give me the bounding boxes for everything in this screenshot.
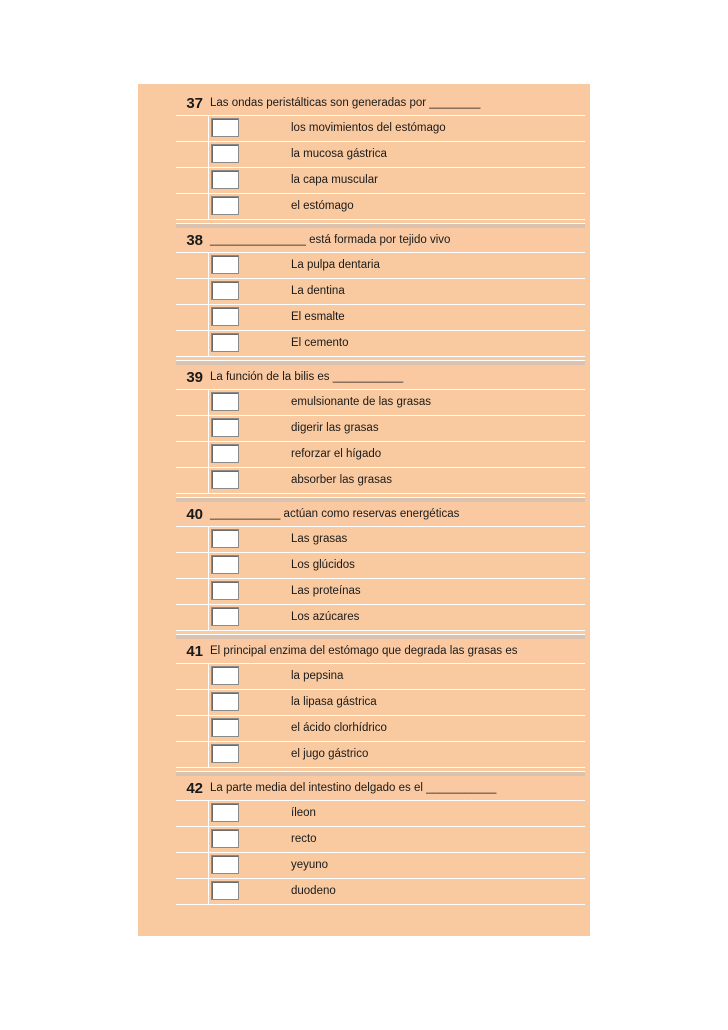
answer-label: Las proteínas bbox=[291, 585, 361, 597]
answer-checkbox[interactable] bbox=[211, 470, 239, 489]
column-divider bbox=[208, 827, 209, 852]
answer-checkbox[interactable] bbox=[211, 666, 239, 685]
answer-label: el jugo gástrico bbox=[291, 748, 369, 760]
column-divider bbox=[208, 742, 209, 767]
answer-label: reforzar el hígado bbox=[291, 448, 382, 460]
answer-option bbox=[176, 527, 585, 553]
quiz-sheet bbox=[138, 84, 590, 936]
column-divider bbox=[208, 253, 209, 278]
answer-option bbox=[176, 853, 585, 879]
answer-checkbox[interactable] bbox=[211, 803, 239, 822]
question-text: ___________ actúan como reservas energéticas bbox=[210, 508, 460, 520]
answer-label: la pepsina bbox=[291, 670, 344, 682]
question-block bbox=[176, 365, 585, 502]
answer-option bbox=[176, 331, 585, 357]
question-number: 39 bbox=[186, 369, 203, 386]
answer-label: yeyuno bbox=[291, 859, 329, 871]
answer-option bbox=[176, 690, 585, 716]
answer-checkbox[interactable] bbox=[211, 333, 239, 352]
answer-option bbox=[176, 801, 585, 827]
answer-label: El cemento bbox=[291, 337, 349, 349]
question-number: 41 bbox=[186, 643, 203, 660]
column-divider bbox=[208, 664, 209, 689]
question-header bbox=[176, 228, 585, 253]
answer-option bbox=[176, 168, 585, 194]
answer-label: El esmalte bbox=[291, 311, 345, 323]
column-divider bbox=[208, 801, 209, 826]
question-list bbox=[176, 91, 585, 913]
question-header bbox=[176, 502, 585, 527]
answer-checkbox[interactable] bbox=[211, 555, 239, 574]
answer-option bbox=[176, 279, 585, 305]
answer-label: la lipasa gástrica bbox=[291, 696, 377, 708]
answer-label: La pulpa dentaria bbox=[291, 259, 380, 271]
answer-label: digerir las grasas bbox=[291, 422, 379, 434]
answer-label: emulsionante de las grasas bbox=[291, 396, 431, 408]
answer-checkbox[interactable] bbox=[211, 581, 239, 600]
answer-checkbox[interactable] bbox=[211, 718, 239, 737]
question-header bbox=[176, 91, 585, 116]
column-divider bbox=[208, 116, 209, 141]
answer-option bbox=[176, 390, 585, 416]
question-block bbox=[176, 502, 585, 639]
question-number: 37 bbox=[186, 95, 203, 112]
answer-option bbox=[176, 605, 585, 631]
answer-checkbox[interactable] bbox=[211, 144, 239, 163]
answer-option bbox=[176, 416, 585, 442]
answer-checkbox[interactable] bbox=[211, 444, 239, 463]
column-divider bbox=[208, 690, 209, 715]
answer-checkbox[interactable] bbox=[211, 855, 239, 874]
column-divider bbox=[208, 879, 209, 904]
column-divider bbox=[208, 853, 209, 878]
answer-checkbox[interactable] bbox=[211, 607, 239, 626]
answer-checkbox[interactable] bbox=[211, 307, 239, 326]
answer-label: Los azúcares bbox=[291, 611, 360, 623]
column-divider bbox=[208, 605, 209, 630]
answer-checkbox[interactable] bbox=[211, 196, 239, 215]
answer-checkbox[interactable] bbox=[211, 744, 239, 763]
column-divider bbox=[208, 331, 209, 356]
question-number: 42 bbox=[186, 780, 203, 797]
question-block bbox=[176, 776, 585, 913]
answer-label: íleon bbox=[291, 807, 316, 819]
column-divider bbox=[208, 390, 209, 415]
answer-label: absorber las grasas bbox=[291, 474, 392, 486]
answer-label: duodeno bbox=[291, 885, 336, 897]
question-text: La función de la bilis es ___________ bbox=[210, 371, 404, 383]
answer-label: el ácido clorhídrico bbox=[291, 722, 387, 734]
answer-checkbox[interactable] bbox=[211, 881, 239, 900]
column-divider bbox=[208, 527, 209, 552]
question-header bbox=[176, 365, 585, 390]
answer-label: Las grasas bbox=[291, 533, 348, 545]
answer-checkbox[interactable] bbox=[211, 170, 239, 189]
question-header bbox=[176, 639, 585, 664]
column-divider bbox=[208, 142, 209, 167]
column-divider bbox=[208, 442, 209, 467]
answer-label: recto bbox=[291, 833, 317, 845]
question-text: _______________ está formada por tejido vivo bbox=[210, 234, 451, 246]
answer-checkbox[interactable] bbox=[211, 281, 239, 300]
column-divider bbox=[208, 553, 209, 578]
column-divider bbox=[208, 168, 209, 193]
answer-label: la mucosa gástrica bbox=[291, 148, 387, 160]
question-number: 38 bbox=[186, 232, 203, 249]
answer-option bbox=[176, 716, 585, 742]
answer-checkbox[interactable] bbox=[211, 255, 239, 274]
question-block bbox=[176, 639, 585, 776]
column-divider bbox=[208, 279, 209, 304]
question-header bbox=[176, 776, 585, 801]
answer-option bbox=[176, 305, 585, 331]
answer-option bbox=[176, 468, 585, 494]
answer-option bbox=[176, 253, 585, 279]
answer-checkbox[interactable] bbox=[211, 418, 239, 437]
answer-option bbox=[176, 742, 585, 768]
answer-label: Los glúcidos bbox=[291, 559, 355, 571]
question-text: Las ondas peristálticas son generadas por ________ bbox=[210, 97, 481, 109]
question-block bbox=[176, 91, 585, 228]
question-text: El principal enzima del estómago que degrada las grasas es bbox=[210, 645, 518, 657]
question-text: La parte media del intestino delgado es el ___________ bbox=[210, 782, 497, 794]
answer-option bbox=[176, 579, 585, 605]
question-block bbox=[176, 228, 585, 365]
column-divider bbox=[208, 416, 209, 441]
answer-option bbox=[176, 664, 585, 690]
question-number: 40 bbox=[186, 506, 203, 523]
answer-checkbox[interactable] bbox=[211, 529, 239, 548]
answer-checkbox[interactable] bbox=[211, 692, 239, 711]
answer-option bbox=[176, 116, 585, 142]
column-divider bbox=[208, 468, 209, 493]
answer-option bbox=[176, 142, 585, 168]
answer-label: la capa muscular bbox=[291, 174, 378, 186]
answer-label: los movimientos del estómago bbox=[291, 122, 446, 134]
column-divider bbox=[208, 579, 209, 604]
answer-option bbox=[176, 827, 585, 853]
column-divider bbox=[208, 716, 209, 741]
answer-option bbox=[176, 879, 585, 905]
answer-label: el estómago bbox=[291, 200, 354, 212]
answer-checkbox[interactable] bbox=[211, 118, 239, 137]
answer-option bbox=[176, 442, 585, 468]
answer-option bbox=[176, 194, 585, 220]
answer-checkbox[interactable] bbox=[211, 392, 239, 411]
answer-label: La dentina bbox=[291, 285, 345, 297]
column-divider bbox=[208, 305, 209, 330]
column-divider bbox=[208, 194, 209, 219]
answer-checkbox[interactable] bbox=[211, 829, 239, 848]
answer-option bbox=[176, 553, 585, 579]
